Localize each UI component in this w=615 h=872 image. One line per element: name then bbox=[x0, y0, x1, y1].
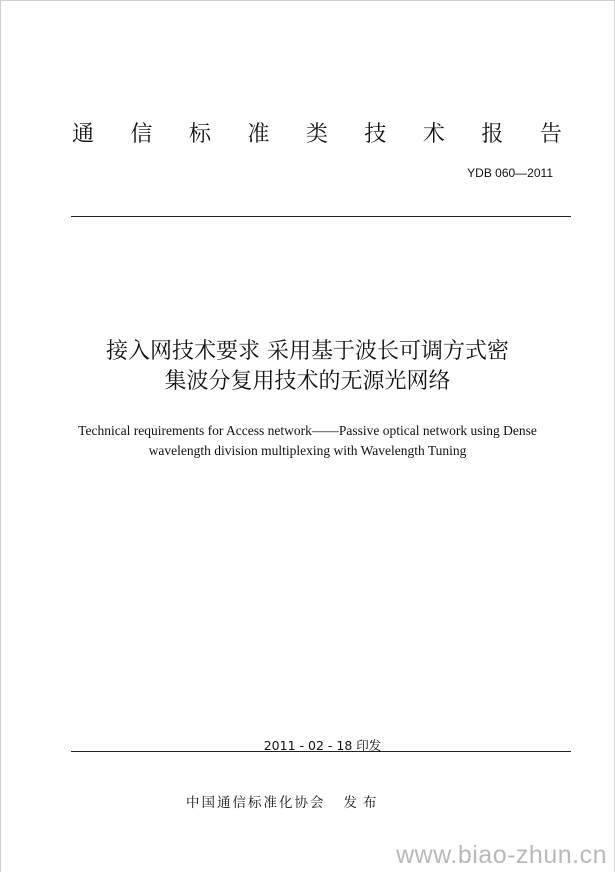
report-type-char: 类 bbox=[305, 122, 328, 147]
issue-date: 2011 - 02 - 18 印发 bbox=[263, 738, 382, 753]
english-title bbox=[0, 421, 615, 461]
report-type-char: 通 bbox=[72, 122, 95, 147]
report-type-char: 术 bbox=[422, 122, 445, 147]
standard-number: YDB 060—2011 bbox=[467, 166, 553, 180]
report-type-char: 告 bbox=[539, 122, 562, 147]
chinese-title bbox=[0, 337, 615, 397]
bottom-divider bbox=[71, 751, 571, 752]
top-divider bbox=[71, 216, 571, 217]
report-type-char: 标 bbox=[188, 122, 211, 147]
report-type-char: 准 bbox=[247, 122, 270, 147]
chinese-title-line-2: 集波分复用技术的无源光网络 bbox=[164, 369, 451, 394]
report-type-char: 报 bbox=[481, 122, 504, 147]
chinese-title-line-1: 接入网技术要求 采用基于波长可调方式密 bbox=[106, 339, 509, 364]
publisher-name: 中国通信标准化协会 bbox=[186, 795, 326, 811]
publish-action: 发布 bbox=[343, 795, 383, 811]
publisher-line bbox=[186, 791, 383, 811]
site-watermark: www.biao-zhun.cn bbox=[396, 841, 607, 869]
report-type-char: 信 bbox=[130, 122, 153, 147]
report-type-heading bbox=[72, 117, 562, 148]
english-title-line-2: wavelength division multiplexing with Wavelength Tuning bbox=[148, 443, 467, 458]
english-title-line-1: Technical requirements for Access network——Passive optical network using Dense bbox=[78, 423, 537, 438]
report-type-char: 技 bbox=[364, 122, 387, 147]
